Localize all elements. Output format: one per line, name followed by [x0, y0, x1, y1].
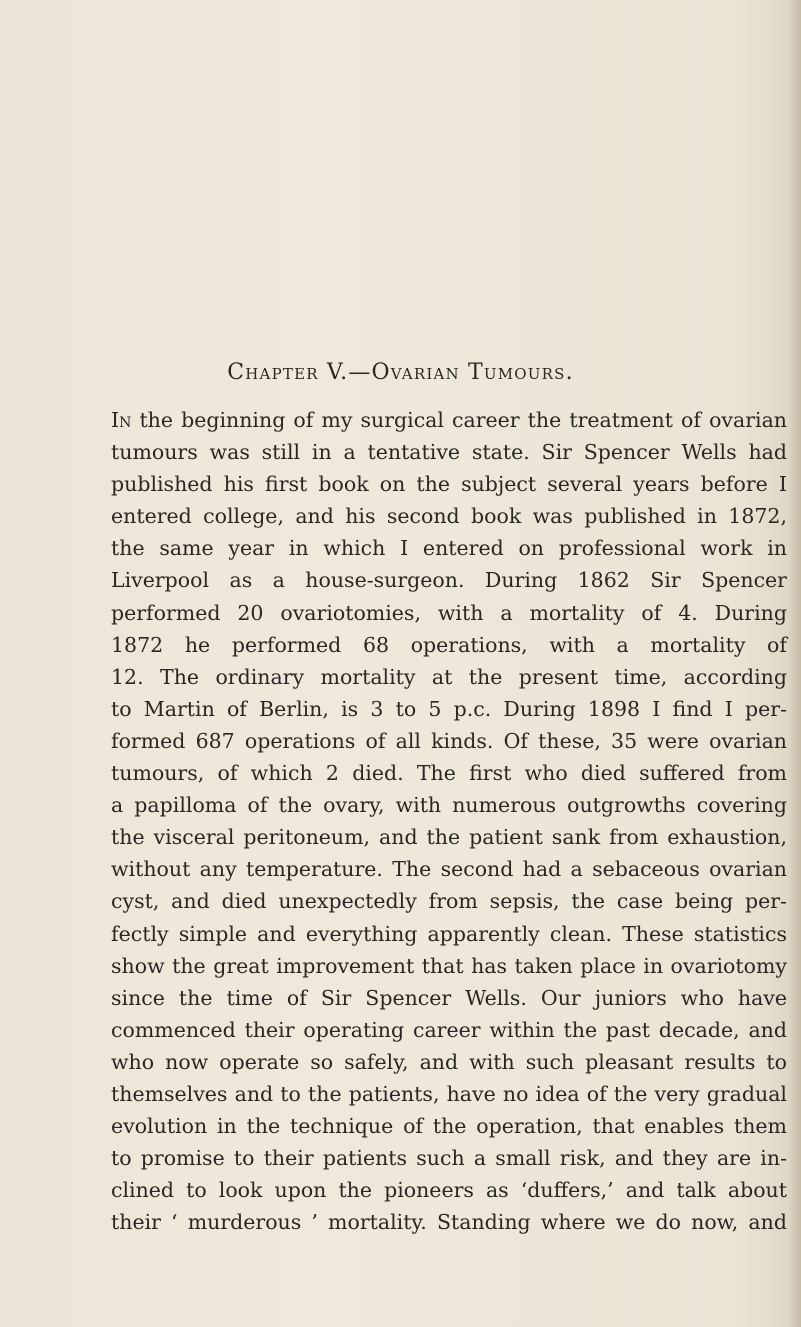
text-line: Liverpool as a house-surgeon. During 1862 Sir Spencer: [111, 568, 787, 593]
text-line: clined to look upon the pioneers as ‘duffers,’ and talk about: [111, 1178, 787, 1203]
page-edge-shadow: [787, 0, 801, 1327]
text-line: their ‘ murderous ’ mortality. Standing where we do now, and: [111, 1210, 787, 1235]
text-line: commenced their operating career within the past decade, and: [111, 1017, 787, 1042]
text-line: 1872 he performed 68 operations, with a mortality of: [111, 632, 787, 657]
heading-dash: —: [348, 360, 372, 385]
text-line: tumours, of which 2 died. The first who died suffered from: [111, 761, 787, 786]
chapter-number: Chapter V.: [227, 360, 349, 385]
body-paragraph: [111, 404, 787, 1238]
first-word: In: [111, 408, 132, 432]
text-line: published his first book on the subject several years before I: [111, 472, 787, 497]
text-line: entered college, and his second book was published in 1872,: [111, 504, 787, 529]
text-line: fectly simple and everything apparently clean. These statistics: [111, 921, 787, 946]
text-line: show the great improvement that has taken place in ovariotomy: [111, 953, 787, 978]
chapter-heading: [0, 360, 801, 385]
text-line: 12. The ordinary mortality at the present time, according: [111, 664, 787, 689]
text-line: cyst, and died unexpectedly from sepsis, the case being per-: [111, 889, 787, 914]
text-line: formed 687 operations of all kinds. Of these, 35 were ovarian: [111, 728, 787, 753]
text-line: since the time of Sir Spencer Wells. Our juniors who have: [111, 985, 787, 1010]
text-line: performed 20 ovariotomies, with a mortality of 4. During: [111, 600, 787, 625]
text-line: a papilloma of the ovary, with numerous outgrowths covering: [111, 793, 787, 818]
text-line: without any temperature. The second had a sebaceous ovarian: [111, 857, 787, 882]
text-line: who now operate so safely, and with such pleasant results to: [111, 1049, 787, 1074]
text-line: evolution in the technique of the operation, that enables them: [111, 1114, 787, 1139]
text-line: the same year in which I entered on professional work in: [111, 536, 787, 561]
chapter-title: Ovarian Tumours.: [371, 360, 574, 385]
text-line: to Martin of Berlin, is 3 to 5 p.c. During 1898 I find I per-: [111, 696, 787, 721]
text-line: tumours was still in a tentative state. Sir Spencer Wells had: [111, 440, 787, 465]
text-line: themselves and to the patients, have no idea of the very gradual: [111, 1081, 787, 1106]
text-line: In the beginning of my surgical career the treatment of ovarian: [111, 408, 787, 432]
text-line: to promise to their patients such a small risk, and they are in-: [111, 1146, 787, 1171]
text-line: the visceral peritoneum, and the patient sank from exhaustion,: [111, 825, 787, 850]
